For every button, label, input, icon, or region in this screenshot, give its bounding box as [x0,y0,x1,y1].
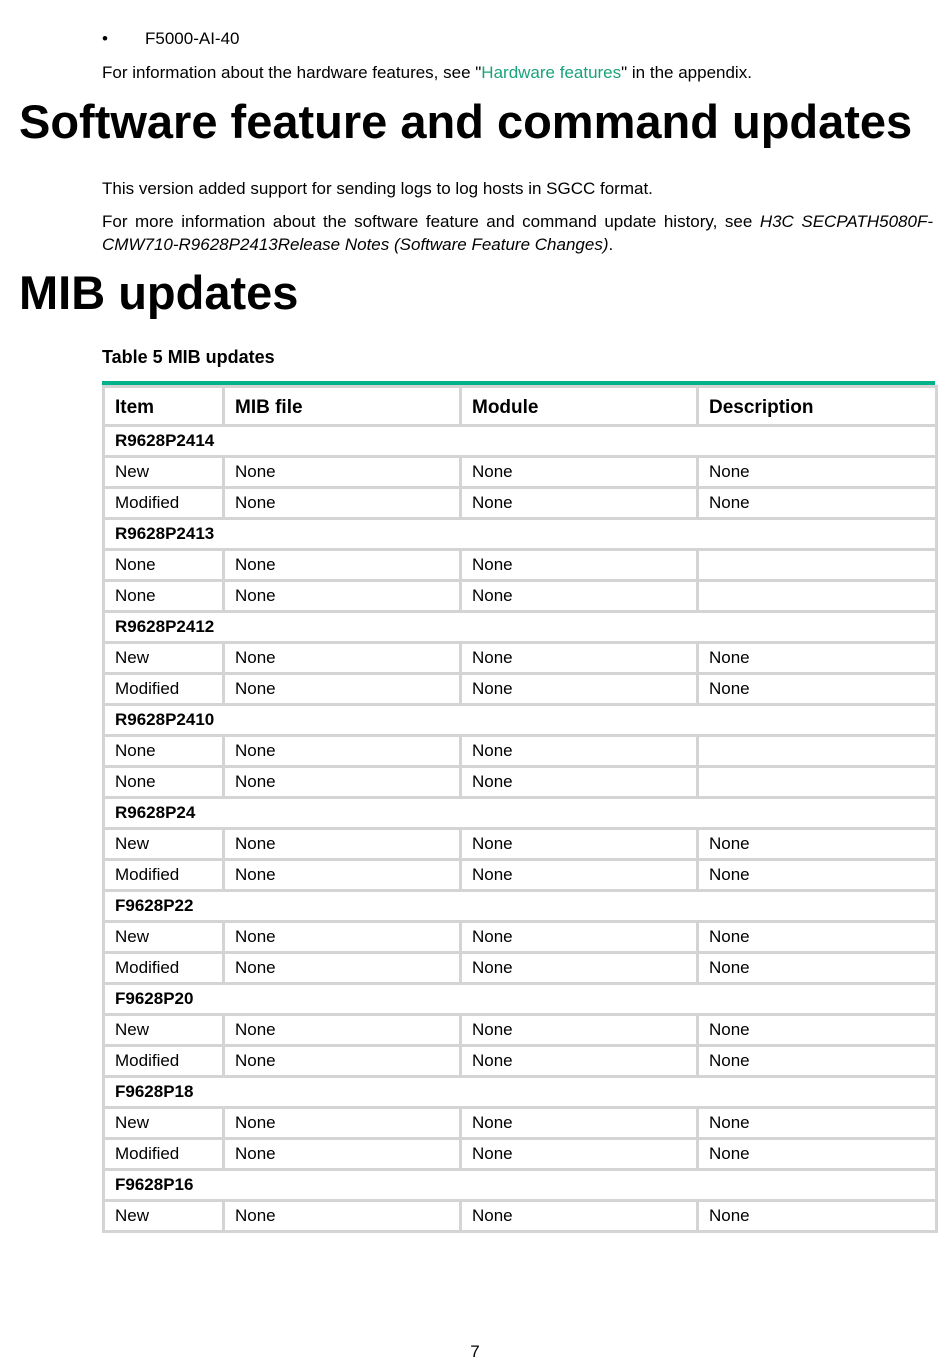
table-cell: None [698,1046,937,1077]
table-cell: None [224,643,461,674]
table-row [104,643,937,674]
hw-para-text-end: " in the appendix. [621,63,752,82]
table-cell: None [224,736,461,767]
table-cell: New [104,643,224,674]
table-cell: None [698,643,937,674]
table-row [104,1046,937,1077]
table-cell: None [224,767,461,798]
table-cell: None [224,1139,461,1170]
version-row [104,984,937,1015]
table-cell: None [224,457,461,488]
table-row [104,1139,937,1170]
version-label: F9628P20 [104,984,937,1015]
version-label: F9628P16 [104,1170,937,1201]
table-cell: None [461,1139,698,1170]
mib-updates-table [102,385,938,1233]
version-row [104,891,937,922]
table-cell: None [461,860,698,891]
table-cell: None [104,550,224,581]
table-cell: None [698,953,937,984]
table-cell: None [461,643,698,674]
release-notes-paragraph [102,210,933,256]
version-label: R9628P2413 [104,519,937,550]
table-cell: Modified [104,1139,224,1170]
version-label: F9628P18 [104,1077,937,1108]
table-cell: None [461,457,698,488]
table-cell: Modified [104,1046,224,1077]
table-row [104,674,937,705]
mib-updates-heading: MIB updates [19,266,299,319]
header-item: Item [104,387,224,426]
header-module: Module [461,387,698,426]
table-cell: None [224,1046,461,1077]
table-cell: None [224,581,461,612]
table-cell: New [104,1015,224,1046]
table-cell: None [224,550,461,581]
table-cell: None [698,488,937,519]
table-cell: Modified [104,488,224,519]
table-cell [698,736,937,767]
table-cell: None [698,1201,937,1232]
version-row [104,705,937,736]
bullet-text: F5000-AI-40 [145,29,240,48]
table-cell: None [461,922,698,953]
table-cell: None [461,488,698,519]
table-cell: None [224,829,461,860]
table-caption: Table 5 MIB updates [102,347,275,367]
version-row [104,519,937,550]
table-row [104,767,937,798]
table-row [104,829,937,860]
table-cell: None [461,829,698,860]
hardware-info-paragraph [102,61,933,84]
table-header-row [104,387,937,426]
table-row [104,736,937,767]
version-row [104,798,937,829]
table-row [104,922,937,953]
table-cell: None [224,1201,461,1232]
table-cell: None [461,1015,698,1046]
table-cell: None [698,922,937,953]
table-cell: None [104,767,224,798]
version-label: R9628P24 [104,798,937,829]
table-cell: None [461,1108,698,1139]
table-cell: None [461,1046,698,1077]
table-cell [698,581,937,612]
bullet-dot: • [102,29,108,48]
table-row [104,457,937,488]
table-cell: None [461,674,698,705]
header-mib-file: MIB file [224,387,461,426]
version-row [104,1170,937,1201]
table-cell [698,550,937,581]
release-notes-reference: H3C SECPATH5080F-CMW710-R9628P2413Release Notes (Software Feature Changes) [102,212,933,254]
header-description: Description [698,387,937,426]
table-cell: None [104,581,224,612]
table-cell: None [698,1139,937,1170]
release-notes-period: . [608,235,614,254]
table-cell: New [104,1201,224,1232]
table-cell: Modified [104,953,224,984]
version-row [104,426,937,457]
sgcc-support-paragraph: This version added support for sending logs to log hosts in SGCC format. [102,179,653,198]
page-number: 7 [470,1342,480,1361]
release-notes-text: For more information about the software feature and command update history, see [102,212,760,231]
table-cell: None [461,550,698,581]
table-row [104,550,937,581]
table-cell: None [698,457,937,488]
table-cell: Modified [104,860,224,891]
table-cell: None [698,674,937,705]
software-updates-heading: Software feature and command updates [19,95,913,148]
version-label: R9628P2410 [104,705,937,736]
table-row [104,488,937,519]
table-row [104,953,937,984]
version-label: F9628P22 [104,891,937,922]
table-body [104,426,937,1232]
hardware-features-link[interactable]: Hardware features [481,63,622,82]
table-row [104,1015,937,1046]
table-cell: None [224,922,461,953]
table-cell: None [461,767,698,798]
table-cell: New [104,829,224,860]
table-cell: None [224,674,461,705]
table-cell: None [698,1108,937,1139]
table-cell: None [224,953,461,984]
table-cell: None [698,829,937,860]
hw-para-text-start: For information about the hardware features, see " [102,63,482,82]
table-row [104,1201,937,1232]
table-cell: New [104,1108,224,1139]
table-cell: None [461,581,698,612]
table-cell: None [224,1108,461,1139]
table-cell: None [698,1015,937,1046]
table-row [104,860,937,891]
table-cell: None [461,953,698,984]
table-cell: None [461,736,698,767]
table-cell: None [104,736,224,767]
version-row [104,612,937,643]
table-cell: Modified [104,674,224,705]
version-label: R9628P2414 [104,426,937,457]
version-row [104,1077,937,1108]
table-cell: None [224,1015,461,1046]
table-cell: None [224,860,461,891]
table-cell [698,767,937,798]
table-cell: None [698,860,937,891]
table-cell: None [461,1201,698,1232]
table-cell: None [224,488,461,519]
table-cell: New [104,922,224,953]
table-row [104,1108,937,1139]
table-row [104,581,937,612]
version-label: R9628P2412 [104,612,937,643]
table-cell: New [104,457,224,488]
